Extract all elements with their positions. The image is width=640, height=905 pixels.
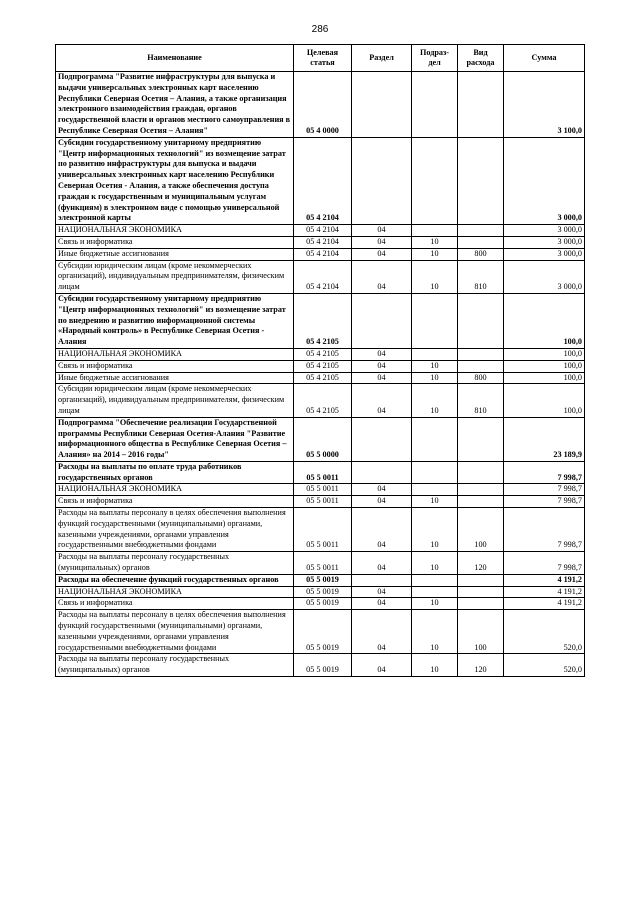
header-section: Раздел <box>352 45 412 72</box>
cell-section <box>352 574 412 586</box>
table-body <box>56 72 585 677</box>
cell-target: 05 5 0000 <box>294 417 352 461</box>
cell-sum: 7 998,7 <box>504 552 585 575</box>
cell-expense-type <box>458 461 504 484</box>
cell-name: Расходы на выплаты персоналу государственных (муниципальных) органов <box>56 552 294 575</box>
cell-subsection <box>412 574 458 586</box>
cell-expense-type <box>458 236 504 248</box>
cell-expense-type <box>458 293 504 348</box>
cell-target: 05 4 2104 <box>294 260 352 293</box>
table-row <box>56 260 585 293</box>
table-row <box>56 552 585 575</box>
cell-target: 05 4 0000 <box>294 72 352 138</box>
cell-expense-type <box>458 137 504 224</box>
cell-expense-type <box>458 348 504 360</box>
cell-subsection: 10 <box>412 248 458 260</box>
table-row <box>56 72 585 138</box>
cell-subsection: 10 <box>412 236 458 248</box>
cell-section: 04 <box>352 496 412 508</box>
cell-expense-type: 120 <box>458 654 504 677</box>
cell-target: 05 5 0019 <box>294 654 352 677</box>
cell-name: Субсидии государственному унитарному предприятию "Центр информационных технологий" из возмещение затрат по развитию инфраструктуры для выпуска и выдачи универсальных электронных карт населению Республики Северная Осетия - Алания, а также обеспечения доступа граждан к государственным и муниципальным услугам (функциям) в электронном виде с помощью универсальной электронной карты <box>56 137 294 224</box>
cell-sum: 3 000,0 <box>504 225 585 237</box>
cell-subsection <box>412 461 458 484</box>
table-row <box>56 372 585 384</box>
cell-expense-type <box>458 417 504 461</box>
cell-expense-type: 100 <box>458 508 504 552</box>
cell-target: 05 5 0011 <box>294 508 352 552</box>
table-row <box>56 236 585 248</box>
cell-sum: 100,0 <box>504 372 585 384</box>
cell-sum: 7 998,7 <box>504 508 585 552</box>
cell-sum: 3 000,0 <box>504 248 585 260</box>
table-row <box>56 586 585 598</box>
cell-subsection <box>412 293 458 348</box>
cell-section: 04 <box>352 384 412 417</box>
cell-target: 05 4 2104 <box>294 248 352 260</box>
table-row <box>56 496 585 508</box>
cell-subsection: 10 <box>412 598 458 610</box>
cell-sum: 3 100,0 <box>504 72 585 138</box>
table-row <box>56 360 585 372</box>
cell-target: 05 5 0019 <box>294 598 352 610</box>
cell-section: 04 <box>352 225 412 237</box>
cell-subsection: 10 <box>412 360 458 372</box>
cell-sum: 100,0 <box>504 384 585 417</box>
cell-target: 05 4 2104 <box>294 225 352 237</box>
table-row <box>56 225 585 237</box>
cell-target: 05 4 2105 <box>294 293 352 348</box>
cell-name: Связь и информатика <box>56 598 294 610</box>
cell-section: 04 <box>352 586 412 598</box>
cell-subsection: 10 <box>412 384 458 417</box>
cell-sum: 7 998,7 <box>504 461 585 484</box>
table-row <box>56 417 585 461</box>
table-row <box>56 610 585 654</box>
cell-section: 04 <box>352 484 412 496</box>
cell-subsection: 10 <box>412 260 458 293</box>
cell-subsection: 10 <box>412 508 458 552</box>
cell-name: Иные бюджетные ассигнования <box>56 372 294 384</box>
cell-expense-type: 810 <box>458 384 504 417</box>
cell-section: 04 <box>352 360 412 372</box>
cell-name: Субсидии юридическим лицам (кроме некоммерческих организаций), индивидуальным предпринимателям, физическим лицам <box>56 384 294 417</box>
cell-subsection <box>412 586 458 598</box>
cell-name: Расходы на обеспечение функций государственных органов <box>56 574 294 586</box>
cell-sum: 100,0 <box>504 348 585 360</box>
cell-name: Подпрограмма "Развитие инфраструктуры для выпуска и выдачи универсальных электронных карт населению Республики Северная Осетия – Алания, а также организация электронного взаимодействия граждан, органов государственной власти и органов местного самоуправления в Республике Северная Осетия – Алания" <box>56 72 294 138</box>
cell-name: Расходы на выплаты персоналу в целях обеспечения выполнения функций государственными (муниципальными) органами, казенными учреждениями, органами управления государственными внебюджетными фондами <box>56 610 294 654</box>
cell-subsection: 10 <box>412 552 458 575</box>
cell-expense-type: 120 <box>458 552 504 575</box>
table-row <box>56 348 585 360</box>
table-row <box>56 484 585 496</box>
cell-target: 05 5 0019 <box>294 610 352 654</box>
cell-expense-type <box>458 574 504 586</box>
cell-subsection: 10 <box>412 372 458 384</box>
header-sum: Сумма <box>504 45 585 72</box>
header-target: Целевая статья <box>294 45 352 72</box>
table-row <box>56 461 585 484</box>
cell-expense-type <box>458 72 504 138</box>
cell-sum: 3 000,0 <box>504 236 585 248</box>
cell-sum: 3 000,0 <box>504 137 585 224</box>
table-row <box>56 654 585 677</box>
cell-section: 04 <box>352 598 412 610</box>
cell-expense-type <box>458 360 504 372</box>
cell-section: 04 <box>352 372 412 384</box>
cell-subsection <box>412 348 458 360</box>
cell-target: 05 5 0011 <box>294 496 352 508</box>
cell-name: НАЦИОНАЛЬНАЯ ЭКОНОМИКА <box>56 225 294 237</box>
cell-name: Иные бюджетные ассигнования <box>56 248 294 260</box>
cell-section: 04 <box>352 610 412 654</box>
cell-name: Расходы на выплаты по оплате труда работников государственных органов <box>56 461 294 484</box>
header-subsection: Подраз-дел <box>412 45 458 72</box>
header-expense-type: Вид расхода <box>458 45 504 72</box>
cell-target: 05 4 2104 <box>294 137 352 224</box>
cell-name: Связь и информатика <box>56 360 294 372</box>
table-header-row <box>56 45 585 72</box>
cell-target: 05 5 0011 <box>294 484 352 496</box>
table-row <box>56 598 585 610</box>
cell-sum: 7 998,7 <box>504 484 585 496</box>
cell-subsection: 10 <box>412 496 458 508</box>
cell-section: 04 <box>352 552 412 575</box>
cell-expense-type <box>458 586 504 598</box>
cell-name: НАЦИОНАЛЬНАЯ ЭКОНОМИКА <box>56 484 294 496</box>
header-name: Наименование <box>56 45 294 72</box>
table-row <box>56 248 585 260</box>
table-row <box>56 293 585 348</box>
cell-section: 04 <box>352 248 412 260</box>
cell-expense-type <box>458 225 504 237</box>
cell-name: НАЦИОНАЛЬНАЯ ЭКОНОМИКА <box>56 348 294 360</box>
cell-section: 04 <box>352 508 412 552</box>
cell-name: НАЦИОНАЛЬНАЯ ЭКОНОМИКА <box>56 586 294 598</box>
cell-sum: 7 998,7 <box>504 496 585 508</box>
cell-name: Расходы на выплаты персоналу государственных (муниципальных) органов <box>56 654 294 677</box>
cell-expense-type <box>458 496 504 508</box>
budget-table <box>55 44 585 677</box>
cell-sum: 3 000,0 <box>504 260 585 293</box>
cell-target: 05 4 2104 <box>294 236 352 248</box>
cell-section: 04 <box>352 260 412 293</box>
cell-expense-type <box>458 598 504 610</box>
cell-expense-type: 800 <box>458 248 504 260</box>
cell-sum: 100,0 <box>504 293 585 348</box>
cell-target: 05 5 0011 <box>294 461 352 484</box>
cell-expense-type: 810 <box>458 260 504 293</box>
page-number: 286 <box>311 24 329 35</box>
cell-section <box>352 137 412 224</box>
cell-subsection <box>412 417 458 461</box>
cell-subsection <box>412 72 458 138</box>
cell-sum: 4 191,2 <box>504 598 585 610</box>
table-row <box>56 574 585 586</box>
cell-name: Подпрограмма "Обеспечение реализации Государственной программы Республики Северная Осетия-Алания "Развитие информационного общества в Республике Северная Осетия – Алания» на 2014 – 2016 годы" <box>56 417 294 461</box>
cell-expense-type <box>458 484 504 496</box>
cell-target: 05 5 0019 <box>294 574 352 586</box>
cell-sum: 520,0 <box>504 654 585 677</box>
cell-target: 05 5 0011 <box>294 552 352 575</box>
cell-subsection: 10 <box>412 610 458 654</box>
cell-subsection: 10 <box>412 654 458 677</box>
cell-target: 05 4 2105 <box>294 372 352 384</box>
cell-sum: 4 191,2 <box>504 586 585 598</box>
cell-name: Расходы на выплаты персоналу в целях обеспечения выполнения функций государственными (муниципальными) органами, казенными учреждениями, органами управления государственными внебюджетными фондами <box>56 508 294 552</box>
cell-name: Связь и информатика <box>56 496 294 508</box>
cell-expense-type: 800 <box>458 372 504 384</box>
cell-sum: 23 189,9 <box>504 417 585 461</box>
cell-section <box>352 293 412 348</box>
cell-expense-type: 100 <box>458 610 504 654</box>
cell-section <box>352 417 412 461</box>
cell-section: 04 <box>352 348 412 360</box>
cell-section <box>352 72 412 138</box>
cell-subsection <box>412 225 458 237</box>
cell-section <box>352 461 412 484</box>
cell-subsection <box>412 137 458 224</box>
cell-section: 04 <box>352 654 412 677</box>
table-row <box>56 508 585 552</box>
cell-name: Субсидии государственному унитарному предприятию "Центр информационных технологий" из возмещение затрат по внедрению и развитию информационной системы «Народный контроль» в Республике Северная Осетия - Алания <box>56 293 294 348</box>
cell-target: 05 5 0019 <box>294 586 352 598</box>
cell-target: 05 4 2105 <box>294 360 352 372</box>
table-row <box>56 137 585 224</box>
cell-section: 04 <box>352 236 412 248</box>
cell-target: 05 4 2105 <box>294 384 352 417</box>
cell-subsection <box>412 484 458 496</box>
cell-sum: 4 191,2 <box>504 574 585 586</box>
cell-name: Субсидии юридическим лицам (кроме некоммерческих организаций), индивидуальным предпринимателям, физическим лицам <box>56 260 294 293</box>
cell-name: Связь и информатика <box>56 236 294 248</box>
cell-target: 05 4 2105 <box>294 348 352 360</box>
cell-sum: 100,0 <box>504 360 585 372</box>
table-row <box>56 384 585 417</box>
cell-sum: 520,0 <box>504 610 585 654</box>
